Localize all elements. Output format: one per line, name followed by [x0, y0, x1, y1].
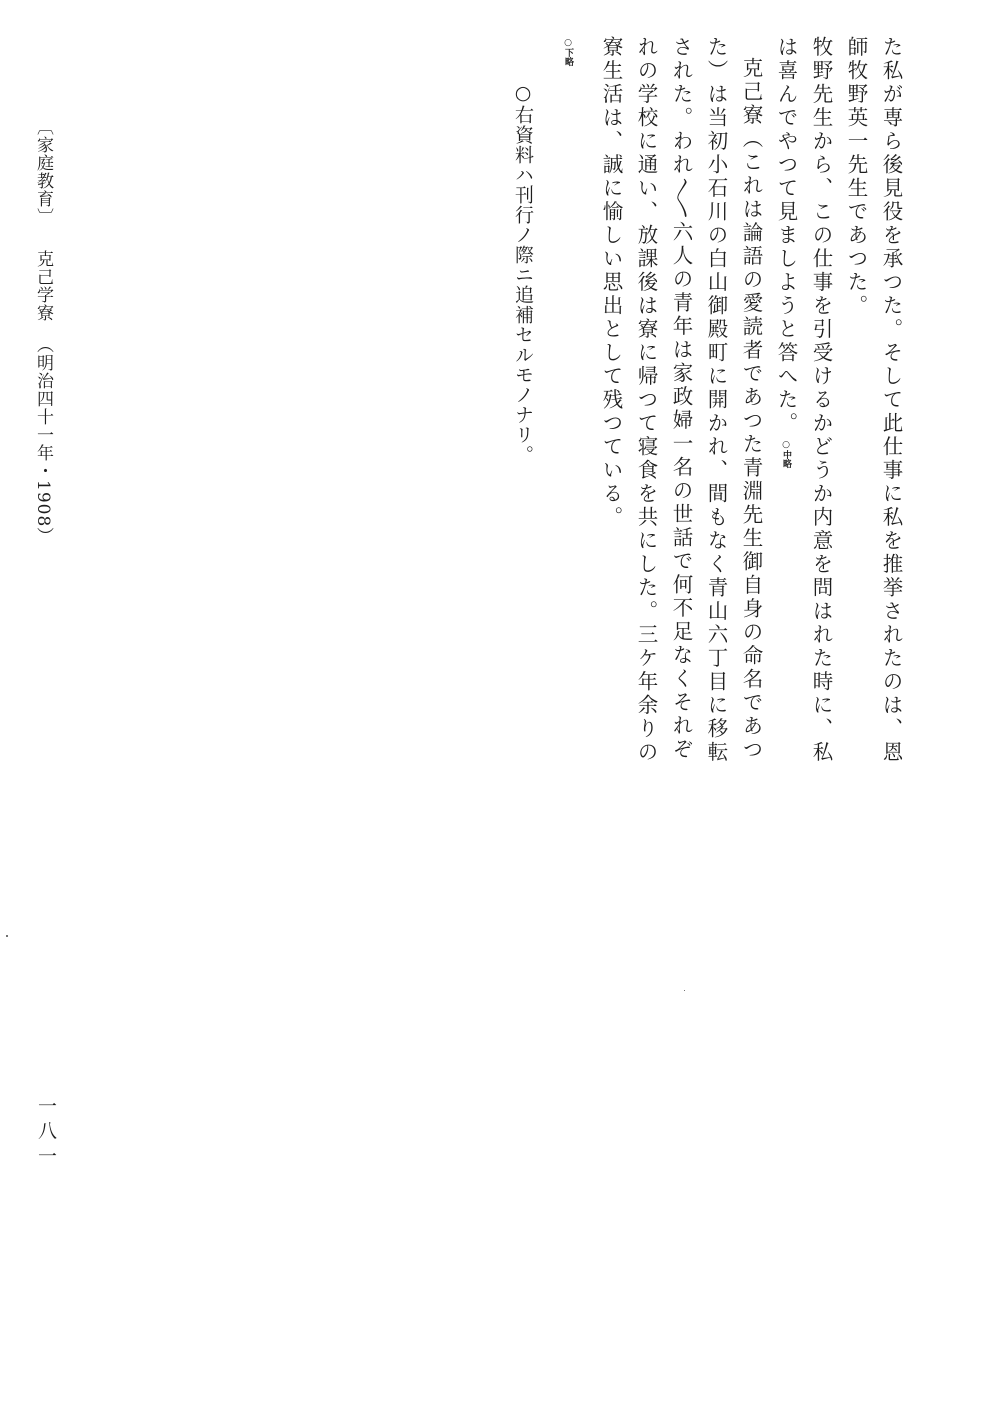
body-line-6: た）は当初小石川の白山御殿町に開かれ、間もなく青山六丁目に移転 [704, 36, 728, 765]
running-head-section: 〔家庭教育〕 [33, 118, 53, 226]
body-line-9: 寮生活は、誠に愉しい思出として残つている。 [599, 36, 623, 530]
scan-speck [6, 935, 8, 937]
body-line-5: 克己寮（これは論語の愛読者であつた青淵先生御自身の命名であつ [739, 57, 763, 762]
editorial-note: ○右資料ハ刊行ノ際ニ追補セルモノナリ。 [512, 82, 534, 465]
running-head-year: 1908 [33, 480, 53, 528]
running-head-era: 明治四十一年 [33, 354, 53, 462]
running-head-separator: ・ [33, 462, 53, 480]
body-line-4-text: は喜んでやつて見ましようと答へた。 [774, 36, 798, 436]
running-head-open-paren: （ [33, 336, 53, 354]
body-line-4 [776, 36, 797, 468]
body-line-3: 牧野先生から、この仕事を引受けるかどうか内意を問はれた時に、私 [809, 36, 833, 765]
body-line-2: 師牧野英一先生であつた。 [844, 36, 868, 318]
running-head-title: 克己学寮 [33, 250, 53, 322]
scan-speck [684, 990, 685, 991]
page-number: 一八一 [35, 1096, 57, 1171]
running-head-close-paren: ） [33, 527, 53, 546]
body-line-1: た私が専ら後見役を承つた。そして此仕事に私を推挙されたのは、恩 [879, 36, 903, 765]
body-line-7: された。われ〳〵六人の青年は家政婦一名の世話で何不足なくそれぞ [669, 36, 693, 762]
omission-mark-mid: ○中略 [781, 439, 791, 468]
omission-mark-end: ○下略 [563, 38, 573, 66]
running-head [34, 118, 51, 545]
body-line-8: れの学校に通い、放課後は寮に帰つて寝食を共にした。三ケ年余りの [634, 36, 658, 765]
